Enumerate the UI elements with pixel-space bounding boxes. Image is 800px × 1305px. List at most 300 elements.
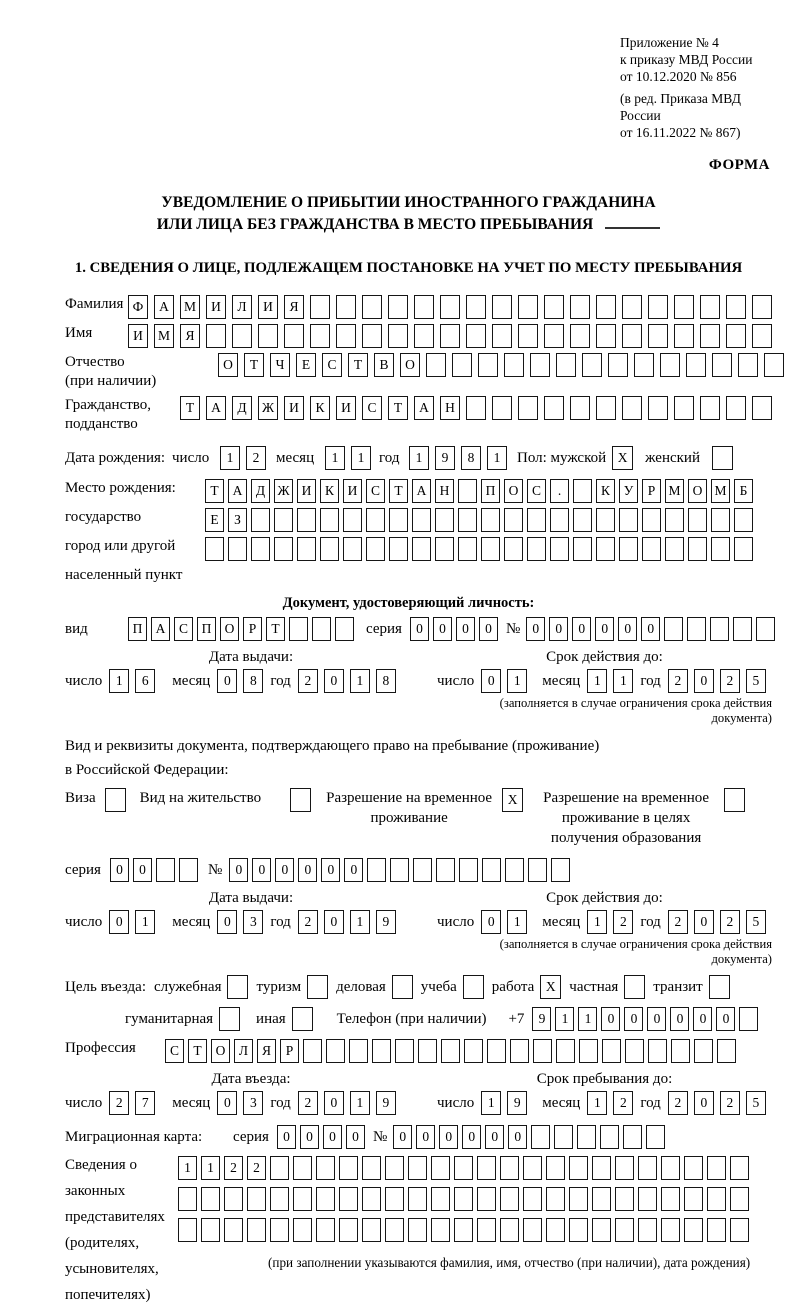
identity-kind-label: вид	[65, 620, 88, 637]
char-box	[573, 508, 592, 532]
char-box: 0	[485, 1125, 504, 1149]
residence-expiry-month-cells	[587, 910, 633, 934]
identity-number-cells	[526, 617, 775, 641]
char-box	[389, 508, 408, 532]
gender-female-label: женский	[645, 449, 700, 466]
char-box	[500, 1218, 519, 1242]
char-box	[426, 353, 446, 377]
char-box	[556, 353, 576, 377]
char-box: Ж	[274, 479, 293, 503]
issue-year-cells	[298, 669, 396, 693]
birth-month-cells	[325, 446, 371, 470]
option-residence-permit	[140, 788, 311, 812]
identity-series-cells	[410, 617, 498, 641]
char-box: 8	[376, 669, 396, 693]
char-box	[544, 396, 564, 420]
char-box: Д	[232, 396, 252, 420]
char-box	[310, 324, 330, 348]
char-box: Ж	[258, 396, 278, 420]
char-box: 0	[344, 858, 363, 882]
char-box	[622, 396, 642, 420]
char-box: И	[343, 479, 362, 503]
char-box	[435, 508, 454, 532]
char-box: 1	[507, 669, 527, 693]
char-box: 5	[746, 910, 766, 934]
char-box	[709, 975, 730, 999]
char-box	[622, 295, 642, 319]
char-box: Р	[280, 1039, 299, 1063]
char-box: 0	[300, 1125, 319, 1149]
char-box	[661, 1156, 680, 1180]
purpose-private-checkbox	[624, 975, 645, 999]
appendix-line: от 10.12.2020 № 856	[620, 69, 737, 84]
char-box: 0	[323, 1125, 342, 1149]
char-box	[661, 1218, 680, 1242]
representatives-label5: усыновителях,	[65, 1261, 159, 1277]
char-box: 2	[668, 910, 688, 934]
char-box	[569, 1218, 588, 1242]
blank-underline	[605, 227, 660, 229]
char-box	[362, 1187, 381, 1211]
char-box	[414, 295, 434, 319]
char-box: Е	[205, 508, 224, 532]
revision-line: (в ред. Приказа МВД России	[620, 91, 741, 123]
char-box	[395, 1039, 414, 1063]
char-box	[251, 537, 270, 561]
issue-month-cells	[217, 669, 263, 693]
char-box	[389, 537, 408, 561]
char-box: С	[165, 1039, 184, 1063]
char-box	[592, 1156, 611, 1180]
char-box: М	[665, 479, 684, 503]
char-box	[569, 1156, 588, 1180]
char-box: 0	[647, 1007, 666, 1031]
given-name-cells	[128, 324, 772, 348]
purpose-tourism-checkbox	[307, 975, 328, 999]
birth-place-cells-3	[205, 537, 753, 561]
identity-dates-block	[65, 649, 772, 726]
gender-female-checkbox	[712, 446, 733, 470]
char-box	[752, 295, 772, 319]
char-box: 0	[275, 858, 294, 882]
char-box	[707, 1218, 726, 1242]
char-box: Т	[188, 1039, 207, 1063]
char-box: А	[228, 479, 247, 503]
char-box	[738, 353, 758, 377]
purpose-official-label: служебная	[153, 978, 222, 995]
char-box	[739, 1007, 758, 1031]
representatives-label2: законных	[65, 1183, 126, 1199]
char-box	[734, 508, 753, 532]
char-box	[413, 858, 432, 882]
char-box	[674, 324, 694, 348]
char-box: 0	[410, 617, 429, 641]
char-box	[570, 396, 590, 420]
char-box: 3	[243, 1091, 263, 1115]
char-box	[179, 858, 198, 882]
char-box: О	[220, 617, 239, 641]
surname-cells	[128, 295, 772, 319]
char-box: 1	[481, 1091, 501, 1115]
section1-heading: 1. СВЕДЕНИЯ О ЛИЦЕ, ПОДЛЕЖАЩЕМ ПОСТАНОВКЕ НА УЧЕТ ПО МЕСТУ ПРЕБЫВАНИЯ	[74, 260, 743, 276]
char-box	[712, 353, 732, 377]
char-box: Б	[734, 479, 753, 503]
char-box	[251, 508, 270, 532]
char-box: Н	[435, 479, 454, 503]
purpose-work-label: работа	[491, 978, 535, 995]
char-box: С	[527, 479, 546, 503]
char-box	[466, 295, 486, 319]
char-box	[366, 537, 385, 561]
birth-day-cells	[220, 446, 266, 470]
char-box	[205, 537, 224, 561]
char-box	[310, 295, 330, 319]
representatives-label1: Сведения о	[65, 1157, 137, 1173]
char-box	[320, 508, 339, 532]
char-box: Я	[284, 295, 304, 319]
char-box	[408, 1187, 427, 1211]
char-box	[648, 324, 668, 348]
revision-line: от 16.11.2022 № 867)	[620, 125, 741, 140]
profession-cells	[165, 1039, 736, 1063]
char-box	[615, 1218, 634, 1242]
char-box	[349, 1039, 368, 1063]
option-temp-residence-education-label: Разрешение на временное проживание в целях получения образования	[543, 790, 710, 846]
expiry-month-cells	[587, 669, 633, 693]
char-box	[270, 1218, 289, 1242]
given-name-row	[65, 324, 772, 348]
char-box	[700, 295, 720, 319]
birth-place-label-state: государство	[65, 509, 142, 525]
char-box	[648, 295, 668, 319]
char-box: И	[128, 324, 148, 348]
char-box: П	[197, 617, 216, 641]
char-box	[385, 1187, 404, 1211]
char-box: П	[481, 479, 500, 503]
stay-day-cells	[481, 1091, 527, 1115]
char-box: 1	[178, 1156, 197, 1180]
char-box: М	[154, 324, 174, 348]
option-temp-residence-education	[537, 788, 745, 848]
char-box	[546, 1187, 565, 1211]
char-box: Ч	[270, 353, 290, 377]
char-box	[726, 295, 746, 319]
purpose-other-label: иная	[256, 1010, 286, 1027]
birth-day-label: число	[172, 449, 210, 466]
char-box	[724, 788, 745, 812]
char-box: 0	[416, 1125, 435, 1149]
phone-cells	[532, 1007, 758, 1031]
residence-issue-day-label: число	[65, 913, 103, 930]
char-box	[105, 788, 126, 812]
char-box	[412, 508, 431, 532]
residence-doc-options	[65, 788, 772, 848]
char-box	[688, 508, 707, 532]
purpose-transit-checkbox	[709, 975, 730, 999]
purpose-private	[569, 975, 645, 999]
migration-series-label: серия	[233, 1128, 269, 1145]
residence-issue-year-label: год	[270, 913, 291, 930]
char-box	[390, 858, 409, 882]
visit-purpose-row2	[125, 1007, 772, 1031]
char-box: С	[174, 617, 193, 641]
char-box	[408, 1218, 427, 1242]
char-box: 0	[670, 1007, 689, 1031]
expiry-year-cells	[668, 669, 766, 693]
purpose-official-checkbox	[227, 975, 248, 999]
char-box	[362, 295, 382, 319]
char-box	[573, 537, 592, 561]
entry-month-label: месяц	[172, 1094, 211, 1111]
purpose-private-label: частная	[569, 978, 619, 995]
char-box	[274, 537, 293, 561]
char-box	[711, 508, 730, 532]
entry-year-label: год	[270, 1094, 291, 1111]
char-box: .	[550, 479, 569, 503]
char-box: 0	[595, 617, 614, 641]
char-box: 1	[201, 1156, 220, 1180]
surname-row	[65, 295, 772, 319]
char-box: 0	[641, 617, 660, 641]
char-box	[544, 295, 564, 319]
char-box: У	[619, 479, 638, 503]
char-box: А	[154, 295, 174, 319]
char-box: С	[322, 353, 342, 377]
char-box	[615, 1187, 634, 1211]
char-box	[684, 1218, 703, 1242]
char-box: X	[540, 975, 561, 999]
char-box	[596, 537, 615, 561]
char-box	[247, 1218, 266, 1242]
issue-year-label: год	[270, 672, 291, 689]
char-box	[385, 1218, 404, 1242]
char-box	[289, 617, 308, 641]
char-box: Т	[388, 396, 408, 420]
char-box	[619, 508, 638, 532]
char-box: Р	[642, 479, 661, 503]
residence-expiry-month-label: месяц	[542, 913, 581, 930]
char-box	[492, 324, 512, 348]
appendix-block	[620, 34, 772, 141]
entry-month-cells	[217, 1091, 263, 1115]
char-box: 2	[613, 1091, 633, 1115]
residence-issue-month-label: месяц	[172, 913, 211, 930]
char-box: 0	[716, 1007, 735, 1031]
char-box	[700, 324, 720, 348]
char-box: 0	[572, 617, 591, 641]
residence-expiry-day-label: число	[437, 913, 475, 930]
char-box: 0	[324, 1091, 344, 1115]
char-box: И	[206, 295, 226, 319]
entry-date-heading: Дата въезда:	[211, 1071, 291, 1087]
char-box	[459, 858, 478, 882]
char-box	[596, 508, 615, 532]
char-box: 1	[350, 910, 370, 934]
char-box: 2	[720, 669, 740, 693]
option-temp-residence	[325, 788, 523, 828]
char-box	[418, 1039, 437, 1063]
char-box: 0	[110, 858, 129, 882]
char-box	[500, 1187, 519, 1211]
char-box	[303, 1039, 322, 1063]
char-box	[481, 508, 500, 532]
purpose-other-checkbox	[292, 1007, 313, 1031]
char-box	[201, 1187, 220, 1211]
option-temp-residence-education-checkbox	[724, 788, 745, 812]
citizenship-label: Гражданство,	[65, 397, 152, 413]
gender-male-label: Пол: мужской	[517, 449, 607, 466]
char-box	[339, 1218, 358, 1242]
char-box	[533, 1039, 552, 1063]
residence-expiry-day-cells	[481, 910, 527, 934]
char-box	[441, 1039, 460, 1063]
birth-place-cells-1	[205, 479, 753, 503]
char-box	[316, 1218, 335, 1242]
char-box: 0	[618, 617, 637, 641]
purpose-official	[154, 975, 249, 999]
residence-issue-year-cells	[298, 910, 396, 934]
char-box: 0	[694, 669, 714, 693]
option-temp-residence-checkbox	[502, 788, 523, 812]
char-box	[477, 1156, 496, 1180]
char-box	[414, 324, 434, 348]
char-box: 0	[324, 910, 344, 934]
birth-place-label-settlement: населенный пункт	[65, 567, 183, 583]
char-box: Т	[389, 479, 408, 503]
residence-doc-intro	[65, 734, 772, 782]
residence-doc-series-row	[65, 858, 772, 882]
char-box: Я	[180, 324, 200, 348]
char-box	[458, 508, 477, 532]
char-box	[362, 324, 382, 348]
char-box: 0	[109, 910, 129, 934]
char-box	[464, 1039, 483, 1063]
char-box	[504, 537, 523, 561]
char-box	[454, 1187, 473, 1211]
char-box	[482, 858, 501, 882]
char-box: 1	[220, 446, 240, 470]
char-box	[466, 396, 486, 420]
char-box: 1	[487, 446, 507, 470]
profession-label: Профессия	[65, 1040, 136, 1056]
char-box	[622, 324, 642, 348]
char-box	[642, 508, 661, 532]
birth-place-label: Место рождения:	[65, 480, 176, 496]
char-box	[518, 396, 538, 420]
purpose-work	[492, 975, 562, 999]
char-box	[579, 1039, 598, 1063]
char-box	[385, 1156, 404, 1180]
char-box	[504, 508, 523, 532]
char-box	[726, 396, 746, 420]
char-box	[232, 324, 252, 348]
char-box	[477, 1218, 496, 1242]
char-box: 1	[325, 446, 345, 470]
char-box	[297, 508, 316, 532]
issue-day-cells	[109, 669, 155, 693]
char-box	[297, 537, 316, 561]
char-box	[674, 295, 694, 319]
char-box	[550, 537, 569, 561]
visit-purpose-row1	[65, 975, 772, 999]
char-box: 0	[217, 1091, 237, 1115]
char-box: К	[320, 479, 339, 503]
char-box	[592, 1187, 611, 1211]
char-box	[694, 1039, 713, 1063]
surname-label: Фамилия	[65, 296, 124, 312]
visit-purpose-label: Цель въезда:	[65, 978, 146, 995]
char-box	[596, 295, 616, 319]
char-box	[711, 537, 730, 561]
migration-card-row	[65, 1125, 772, 1149]
entry-day-label: число	[65, 1094, 103, 1111]
citizenship-row	[65, 396, 772, 434]
char-box	[634, 353, 654, 377]
char-box	[504, 353, 524, 377]
char-box	[569, 1187, 588, 1211]
purpose-business	[336, 975, 413, 999]
representatives-label4: (родителях,	[65, 1235, 140, 1251]
form-label: ФОРМА	[708, 157, 770, 173]
char-box	[752, 324, 772, 348]
char-box: И	[336, 396, 356, 420]
purpose-study-checkbox	[463, 975, 484, 999]
option-visa	[65, 788, 126, 812]
char-box	[156, 858, 175, 882]
char-box: 0	[481, 910, 501, 934]
patronymic-row	[65, 353, 772, 391]
char-box	[326, 1039, 345, 1063]
char-box: 0	[298, 858, 317, 882]
char-box	[674, 396, 694, 420]
representatives-cells-1	[178, 1156, 750, 1180]
char-box	[582, 353, 602, 377]
char-box	[431, 1187, 450, 1211]
char-box: Т	[266, 617, 285, 641]
char-box	[478, 353, 498, 377]
char-box	[510, 1039, 529, 1063]
birth-place-label-city: город или другой	[65, 538, 176, 554]
residence-issue-month-cells	[217, 910, 263, 934]
char-box	[615, 1156, 634, 1180]
char-box	[458, 537, 477, 561]
char-box: 3	[243, 910, 263, 934]
identity-kind-cells	[128, 617, 354, 641]
representatives-label6: попечителях)	[65, 1287, 151, 1303]
representatives-cells-3	[178, 1218, 750, 1242]
char-box	[466, 324, 486, 348]
char-box	[596, 396, 616, 420]
char-box	[492, 295, 512, 319]
char-box	[665, 537, 684, 561]
char-box	[523, 1218, 542, 1242]
purpose-study	[421, 975, 484, 999]
purpose-other	[256, 1007, 313, 1031]
option-residence-permit-checkbox	[290, 788, 311, 812]
purpose-study-label: учеба	[420, 978, 457, 995]
char-box: 0	[549, 617, 568, 641]
char-box	[307, 975, 328, 999]
residence-doc-intro-line2: в Российской Федерации:	[65, 762, 229, 778]
char-box	[734, 537, 753, 561]
char-box	[454, 1156, 473, 1180]
char-box: 0	[346, 1125, 365, 1149]
stay-year-label: год	[640, 1094, 661, 1111]
purpose-business-checkbox	[392, 975, 413, 999]
char-box	[546, 1218, 565, 1242]
char-box	[712, 446, 733, 470]
residence-number-cells	[229, 858, 570, 882]
